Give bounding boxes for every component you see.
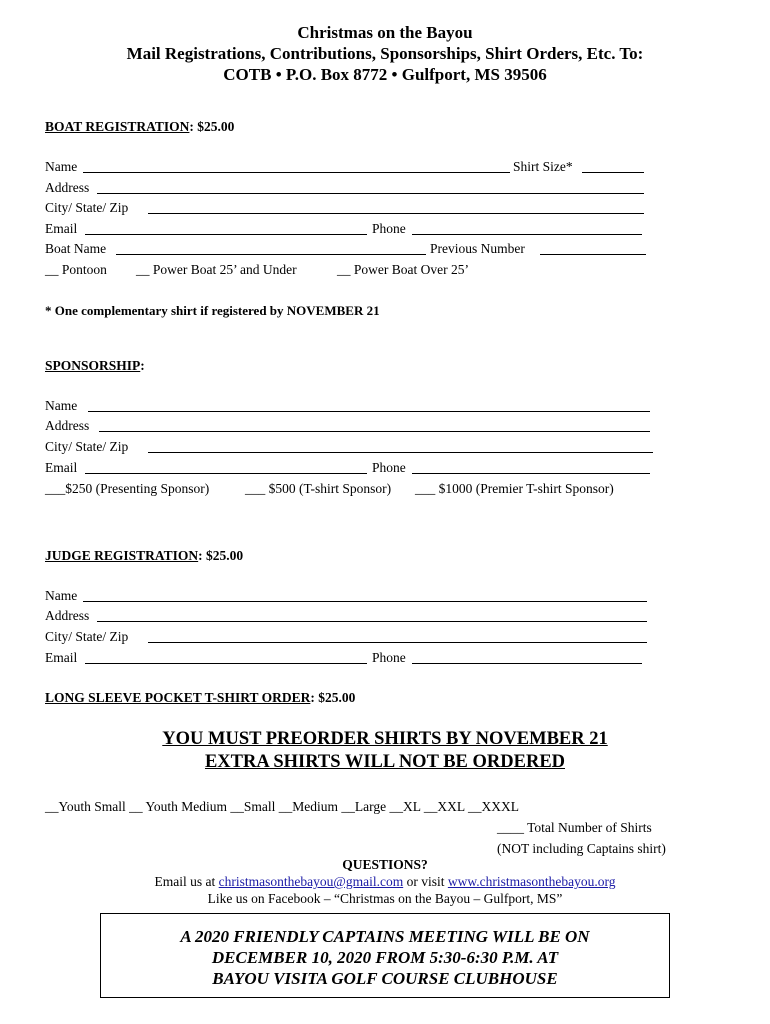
sponsor-address-field[interactable] bbox=[99, 431, 650, 432]
sponsorship-colon: : bbox=[140, 358, 145, 373]
sponsor-city-field[interactable] bbox=[148, 452, 653, 453]
sponsor-phone-field[interactable] bbox=[412, 473, 650, 474]
judge-city-field[interactable] bbox=[148, 642, 647, 643]
boat-previous-number-field[interactable] bbox=[540, 254, 646, 255]
boat-heading-label: BOAT REGISTRATION bbox=[45, 119, 190, 134]
boat-previous-number-label: Previous Number bbox=[430, 241, 525, 256]
sponsor-email-label: Email bbox=[45, 460, 78, 475]
boat-shirt-size-label: Shirt Size* bbox=[513, 159, 573, 174]
sponsor-address-label: Address bbox=[45, 418, 90, 433]
or-visit-text: or visit bbox=[403, 874, 448, 889]
boat-address-field[interactable] bbox=[97, 193, 644, 194]
boat-boat-name-label: Boat Name bbox=[45, 241, 107, 256]
sponsorship-heading bbox=[45, 358, 145, 374]
judge-heading-label: JUDGE REGISTRATION bbox=[45, 548, 199, 563]
judge-city-label: City/ State/ Zip bbox=[45, 629, 129, 644]
boat-shirt-size-field[interactable] bbox=[582, 172, 644, 173]
judge-address-label: Address bbox=[45, 608, 90, 623]
shirt-total-note: (NOT including Captains shirt) bbox=[497, 841, 666, 856]
header-title: Christmas on the Bayou bbox=[297, 23, 473, 42]
extra-shirts-warning: EXTRA SHIRTS WILL NOT BE ORDERED bbox=[204, 752, 566, 772]
boat-email-label: Email bbox=[45, 221, 78, 236]
boat-shirt-note: * One complementary shirt if registered by NOVEMBER 21 bbox=[45, 303, 380, 318]
meeting-line-1: A 2020 FRIENDLY CAPTAINS MEETING WILL BE ON bbox=[180, 927, 590, 946]
shirt-heading-label: LONG SLEEVE POCKET T-SHIRT ORDER bbox=[45, 690, 311, 705]
sponsor-option-1000[interactable]: ___ $1000 (Premier T-shirt Sponsor) bbox=[415, 481, 614, 496]
boat-price: : $25.00 bbox=[189, 119, 235, 134]
boat-email-field[interactable] bbox=[85, 234, 367, 235]
boat-option-power-over[interactable]: __ Power Boat Over 25’ bbox=[337, 262, 469, 277]
sponsor-phone-label: Phone bbox=[372, 460, 406, 475]
header-address: COTB • P.O. Box 8772 • Gulfport, MS 39506 bbox=[223, 65, 547, 84]
sponsor-name-field[interactable] bbox=[88, 411, 650, 412]
preorder-warning: YOU MUST PREORDER SHIRTS BY NOVEMBER 21 bbox=[162, 729, 608, 749]
boat-phone-field[interactable] bbox=[412, 234, 642, 235]
meeting-line-3: BAYOU VISITA GOLF COURSE CLUBHOUSE bbox=[212, 969, 558, 988]
boat-option-pontoon[interactable]: __ Pontoon bbox=[45, 262, 107, 277]
contact-line bbox=[0, 874, 770, 890]
judge-name-field[interactable] bbox=[83, 601, 647, 602]
boat-name-label: Name bbox=[45, 159, 78, 174]
shirt-price: : $25.00 bbox=[310, 690, 356, 705]
shirt-size-options[interactable]: __Youth Small __ Youth Medium __Small __Medium __Large __XL __XXL __XXXL bbox=[45, 799, 520, 814]
sponsorship-heading-label: SPONSORSHIP bbox=[45, 358, 141, 373]
judge-phone-field[interactable] bbox=[412, 663, 642, 664]
sponsor-city-label: City/ State/ Zip bbox=[45, 439, 129, 454]
sponsor-email-field[interactable] bbox=[85, 473, 367, 474]
facebook-line: Like us on Facebook – “Christmas on the Bayou – Gulfport, MS” bbox=[207, 891, 563, 906]
meeting-line-2: DECEMBER 10, 2020 FROM 5:30-6:30 P.M. AT bbox=[211, 948, 559, 967]
header-mail-to: Mail Registrations, Contributions, Sponsorships, Shirt Orders, Etc. To: bbox=[126, 44, 644, 63]
sponsor-option-500[interactable]: ___ $500 (T-shirt Sponsor) bbox=[245, 481, 392, 496]
judge-phone-label: Phone bbox=[372, 650, 406, 665]
boat-city-field[interactable] bbox=[148, 213, 644, 214]
boat-city-label: City/ State/ Zip bbox=[45, 200, 129, 215]
boat-option-power-under[interactable]: __ Power Boat 25’ and Under bbox=[136, 262, 297, 277]
sponsor-name-label: Name bbox=[45, 398, 78, 413]
website-link[interactable]: www.christmasonthebayou.org bbox=[447, 874, 616, 889]
shirt-order-heading bbox=[45, 690, 355, 706]
judge-name-label: Name bbox=[45, 588, 78, 603]
boat-registration-heading bbox=[45, 119, 234, 135]
judge-email-field[interactable] bbox=[85, 663, 367, 664]
questions-heading: QUESTIONS? bbox=[342, 857, 428, 872]
boat-address-label: Address bbox=[45, 180, 90, 195]
boat-boat-name-field[interactable] bbox=[116, 254, 426, 255]
shirt-total-field[interactable]: ____ Total Number of Shirts bbox=[497, 820, 652, 835]
email-link[interactable]: christmasonthebayou@gmail.com bbox=[218, 874, 404, 889]
boat-name-field[interactable] bbox=[83, 172, 510, 173]
judge-email-label: Email bbox=[45, 650, 78, 665]
judge-price: : $25.00 bbox=[198, 548, 244, 563]
email-prefix: Email us at bbox=[154, 874, 219, 889]
boat-phone-label: Phone bbox=[372, 221, 406, 236]
judge-address-field[interactable] bbox=[97, 621, 647, 622]
judge-registration-heading bbox=[45, 548, 243, 564]
sponsor-option-250[interactable]: ___$250 (Presenting Sponsor) bbox=[45, 481, 210, 496]
